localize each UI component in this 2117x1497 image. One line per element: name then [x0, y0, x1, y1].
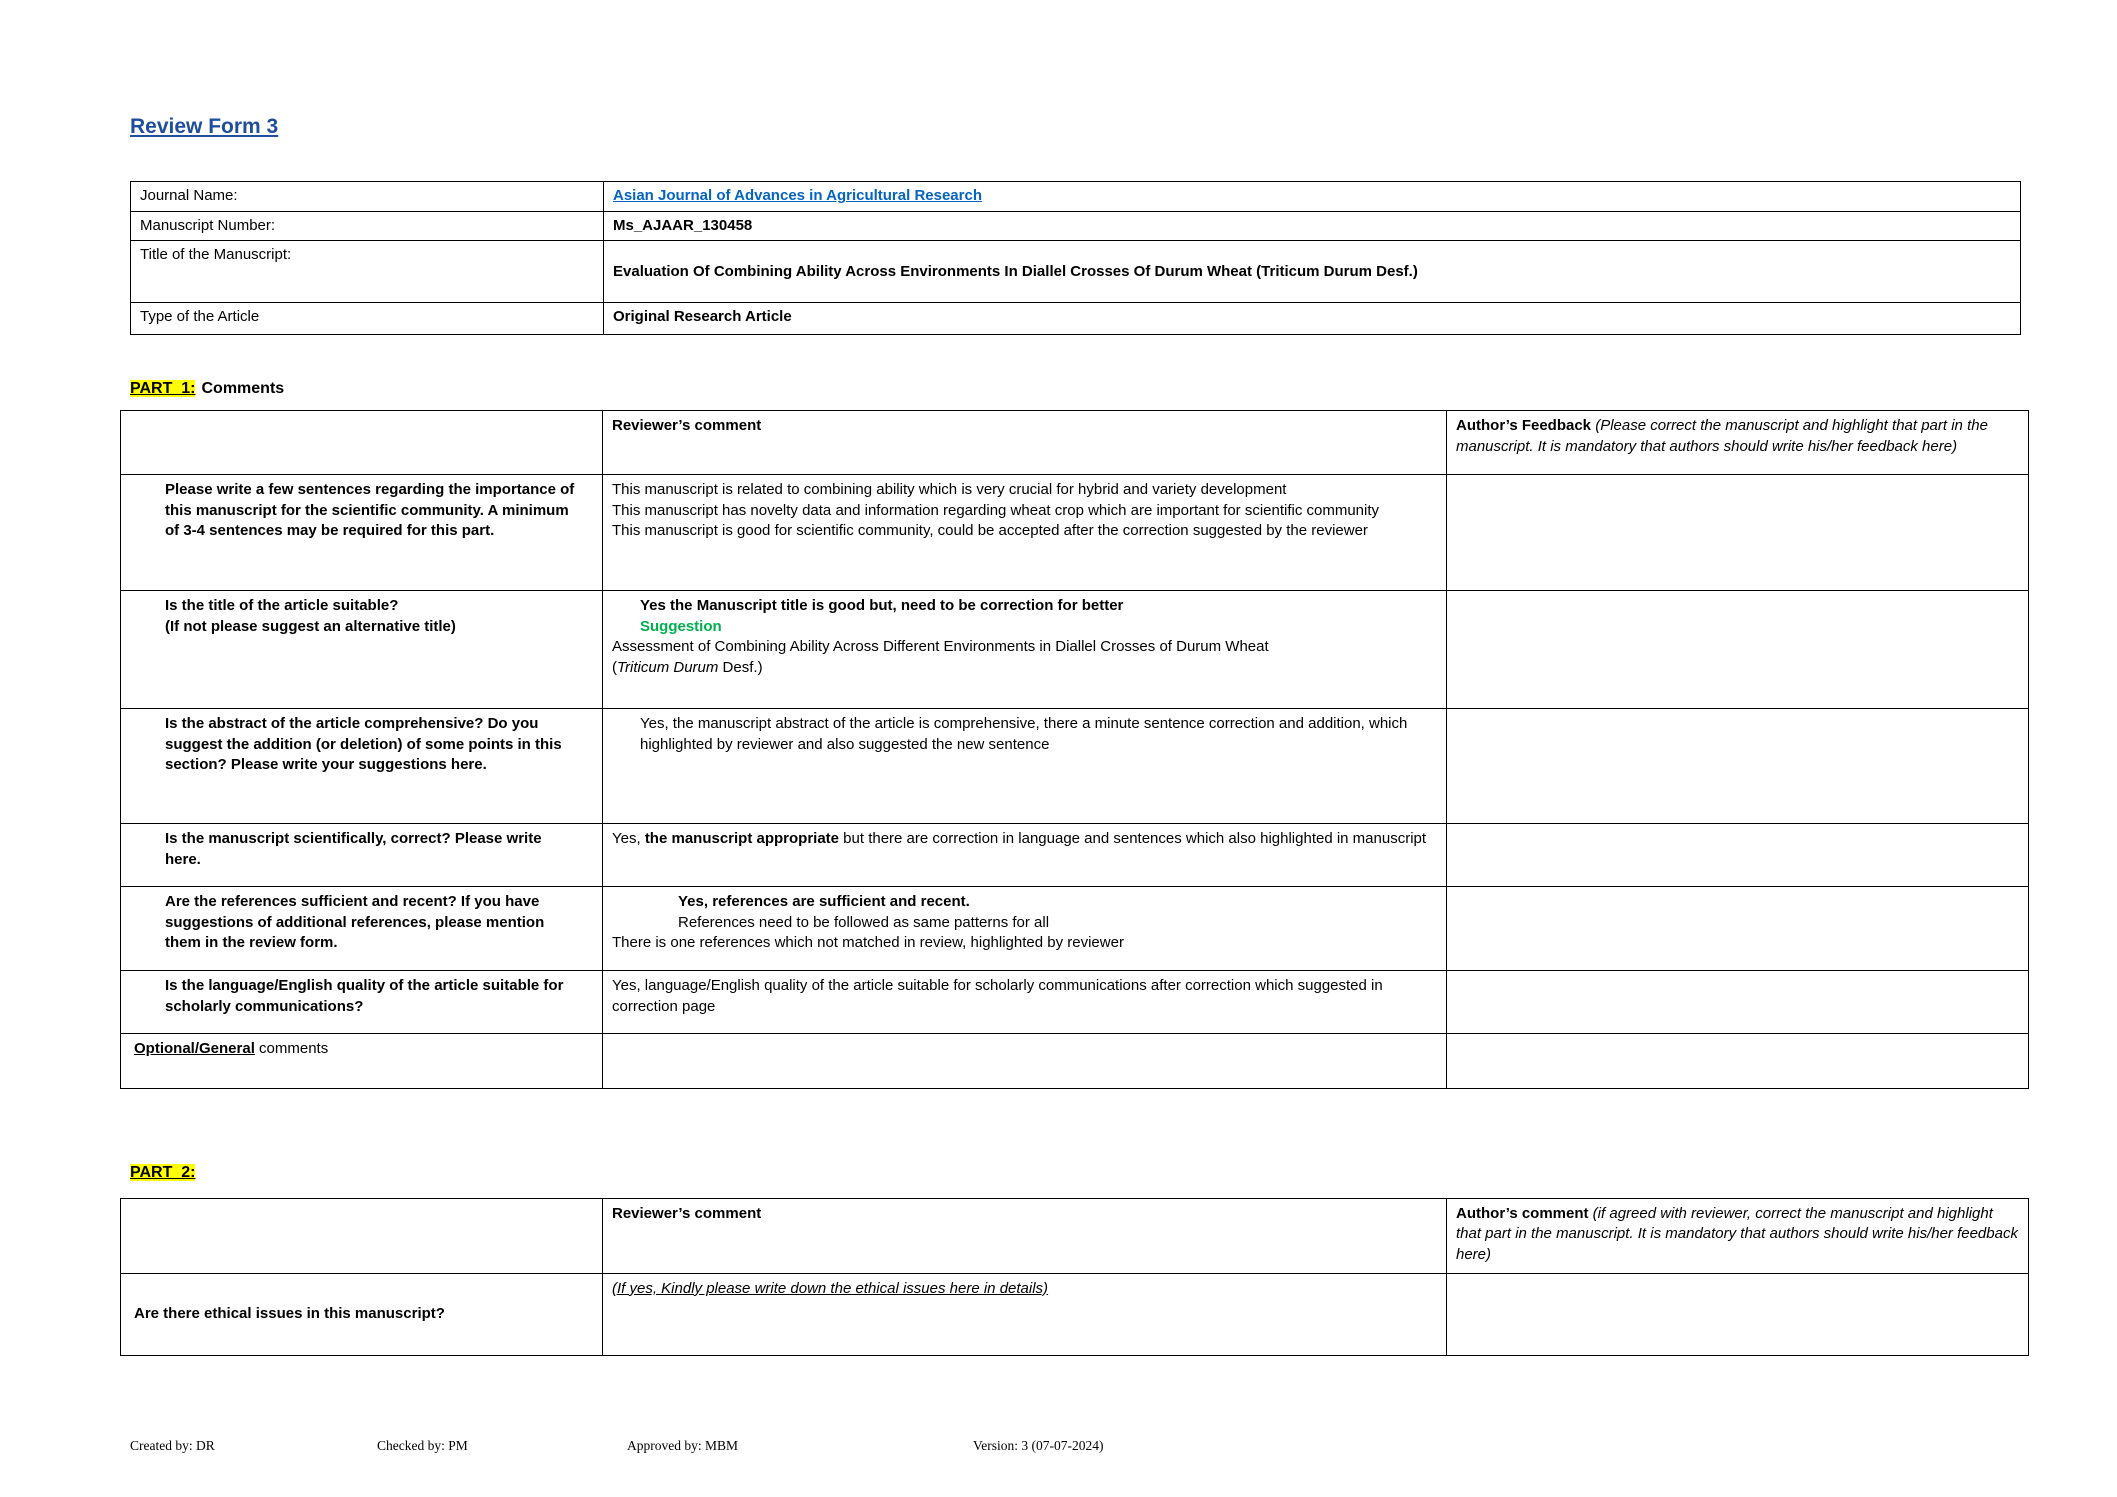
author-feedback-cell[interactable]	[1447, 709, 2029, 824]
author-feedback-cell[interactable]	[1447, 971, 2029, 1034]
reviewer-comment-header: Reviewer’s comment	[603, 411, 1447, 475]
reviewer-comment-ethical	[603, 1273, 1447, 1355]
part1-heading	[130, 379, 2117, 400]
journal-name-value	[604, 182, 2021, 212]
question-ethical: Are there ethical issues in this manuscript?	[121, 1273, 603, 1355]
footer-checked-by: Checked by: PM	[377, 1438, 468, 1453]
article-type-value: Original Research Article	[604, 303, 2021, 335]
row-optional-comments	[121, 1034, 2029, 1089]
author-comment-header	[1447, 1198, 2029, 1273]
species-name: Triticum Durum	[617, 658, 719, 676]
author-feedback-cell[interactable]	[1447, 1034, 2029, 1089]
question-scientific: Is the manuscript scientifically, correct? Please write here.	[121, 824, 603, 887]
author-comment-cell[interactable]	[1447, 1273, 2029, 1355]
author-feedback-cell[interactable]	[1447, 475, 2029, 591]
reviewer-comment-importance	[603, 475, 1447, 591]
reviewer-comment-abstract	[603, 709, 1447, 824]
text-segment: but there are correction in language and sentences which also highlighted in manuscript	[839, 830, 1427, 848]
reviewer-comment-scientific	[603, 824, 1447, 887]
table-row	[131, 303, 2021, 335]
text-segment: (	[612, 658, 617, 676]
comment-line: This manuscript has novelty data and information regarding wheat crop which are important for scientific community	[612, 501, 1380, 519]
author-feedback-header	[1447, 411, 2029, 475]
part1-header-blank	[121, 411, 603, 475]
manuscript-number-value: Ms_AJAAR_130458	[604, 212, 2021, 241]
optional-label-rest: comments	[254, 1040, 329, 1058]
row-ethical-issues	[121, 1273, 2029, 1355]
comment-line: Yes the Manuscript title is good but, need to be correction for better	[640, 597, 1124, 615]
text-segment-bold: the manuscript appropriate	[644, 830, 840, 848]
part2-header-blank	[121, 1198, 603, 1273]
table-row	[131, 212, 2021, 241]
comment-line: This manuscript is related to combining ability which is very crucial for hybrid and variety development	[612, 481, 1287, 499]
text-segment: Yes,	[612, 830, 645, 848]
optional-comments-label	[121, 1034, 603, 1089]
author-comment-header-bold: Author’s comment	[1456, 1204, 1589, 1222]
table-row	[131, 241, 2021, 303]
part2-heading-highlight: PART 2:	[130, 1164, 196, 1182]
manuscript-title-value: Evaluation Of Combining Ability Across Environments In Diallel Crosses Of Durum Wheat (Triticum Durum Desf.)	[604, 241, 2021, 303]
reviewer-comment-optional[interactable]	[603, 1034, 1447, 1089]
row-abstract	[121, 709, 2029, 824]
row-title-suitable	[121, 591, 2029, 709]
question-importance: Please write a few sentences regarding the importance of this manuscript for the scientific community. A minimum of 3-4 sentences may be required for this part.	[121, 475, 603, 591]
author-feedback-cell[interactable]	[1447, 824, 2029, 887]
question-line: (If not please suggest an alternative title)	[165, 617, 456, 635]
journal-link[interactable]: Asian Journal of Advances in Agricultural Research	[613, 187, 982, 204]
footer-version: Version: 3 (07-07-2024)	[973, 1438, 1104, 1453]
optional-label-underlined: Optional/General	[134, 1040, 255, 1058]
footer-approved-by: Approved by: MBM	[627, 1438, 738, 1453]
row-scientific	[121, 824, 2029, 887]
question-language: Is the language/English quality of the article suitable for scholarly communications?	[121, 971, 603, 1034]
page-title: Review Form 3	[130, 115, 279, 138]
row-language	[121, 971, 2029, 1034]
suggestion-label: Suggestion	[640, 617, 722, 635]
ethical-note: (If yes, Kindly please write down the ethical issues here in details)	[612, 1279, 1049, 1297]
comment-line: There is one references which not matched in review, highlighted by reviewer	[612, 934, 1124, 952]
part2-header-row	[121, 1198, 2029, 1273]
reviewer-comment-language	[603, 971, 1447, 1034]
comment-line: References need to be followed as same patterns for all	[678, 913, 1050, 931]
reviewer-comment-header2: Reviewer’s comment	[603, 1198, 1447, 1273]
comment-line: This manuscript is good for scientific community, could be accepted after the correction suggested by the reviewer	[612, 522, 1368, 540]
text-segment: Desf.)	[718, 658, 763, 676]
part1-table	[120, 410, 2029, 1089]
comment-line: Yes, language/English quality of the article suitable for scholarly communications after correction which suggested in correction page	[612, 977, 1383, 1015]
author-feedback-cell[interactable]	[1447, 887, 2029, 971]
comment-line	[612, 658, 1437, 679]
journal-info-table	[130, 181, 2021, 335]
author-feedback-header-bold: Author’s Feedback	[1456, 417, 1592, 435]
author-feedback-cell[interactable]	[1447, 591, 2029, 709]
manuscript-number-label: Manuscript Number:	[131, 212, 604, 241]
question-references: Are the references sufficient and recent? If you have suggestions of additional references, please mention them in the review form.	[121, 887, 603, 971]
article-type-label: Type of the Article	[131, 303, 604, 335]
reviewer-comment-title	[603, 591, 1447, 709]
question-title-suitable	[121, 591, 603, 709]
document-footer	[130, 1438, 2030, 1458]
part1-heading-highlight: PART 1:	[130, 380, 196, 398]
row-importance	[121, 475, 2029, 591]
journal-name-label: Journal Name:	[131, 182, 604, 212]
author-feedback-header-note: (Please correct the manuscript and highlight that part in the manuscript. It is mandatory that authors should write his/her feedback here)	[1456, 417, 1988, 455]
comment-line: Yes, references are sufficient and recent.	[678, 893, 970, 911]
comment-line: Yes, the manuscript abstract of the article is comprehensive, there a minute sentence correction and addition, which highlighted by reviewer and also suggested the new sentence	[640, 715, 1408, 753]
part2-heading	[130, 1163, 2117, 1184]
part1-header-row	[121, 411, 2029, 475]
question-abstract: Is the abstract of the article comprehensive? Do you suggest the addition (or deletion) of some points in this section? Please write your suggestions here.	[121, 709, 603, 824]
row-references	[121, 887, 2029, 971]
part1-heading-suffix: Comments	[201, 380, 285, 398]
question-line: Is the title of the article suitable?	[165, 597, 399, 615]
part2-table	[120, 1198, 2029, 1356]
reviewer-comment-references	[603, 887, 1447, 971]
comment-line: Assessment of Combining Ability Across Different Environments in Diallel Crosses of Durum Wheat	[612, 638, 1269, 656]
table-row	[131, 182, 2021, 212]
manuscript-title-label: Title of the Manuscript:	[131, 241, 604, 303]
comment-line	[612, 829, 1437, 850]
author-comment-header-note: (if agreed with reviewer, correct the manuscript and highlight that part in the manuscript. It is mandatory that authors should write his/her feedback here)	[1456, 1204, 2018, 1263]
footer-created-by: Created by: DR	[130, 1438, 215, 1453]
